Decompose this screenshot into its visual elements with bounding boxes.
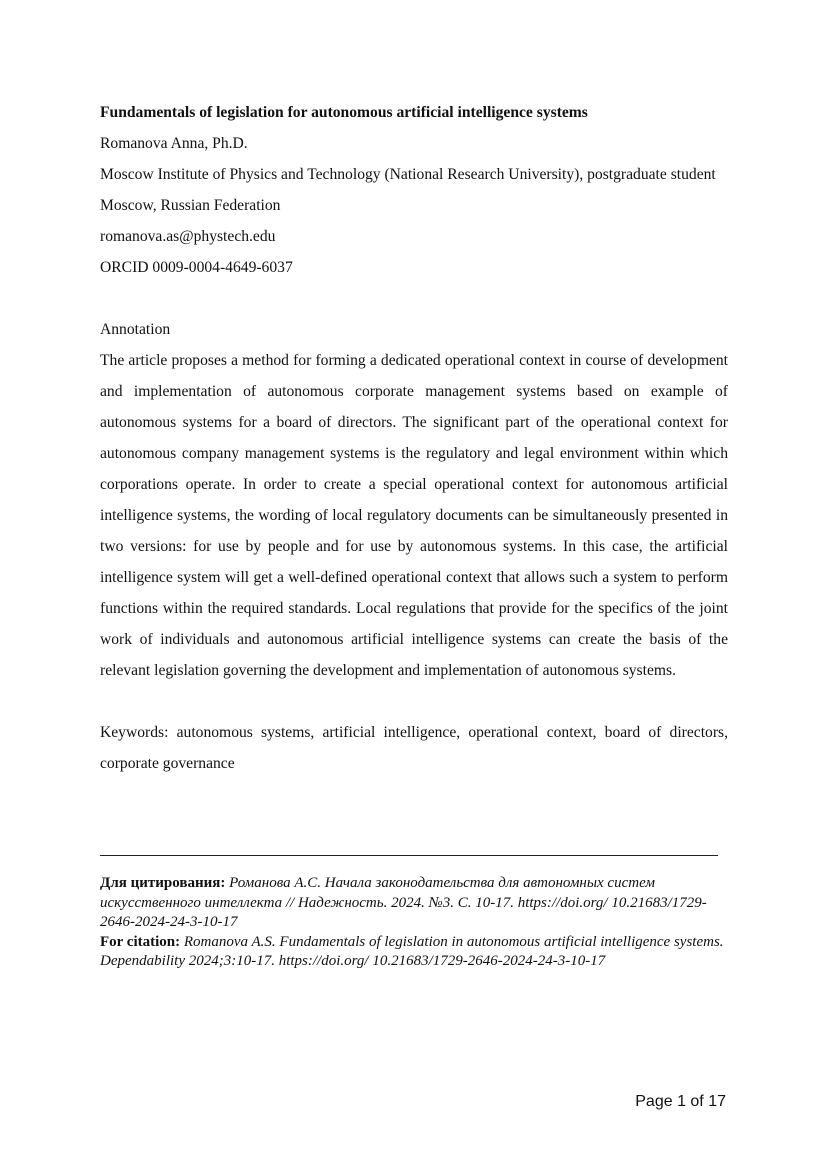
spacer [100, 686, 728, 717]
article-title: Fundamentals of legislation for autonomous artificial intelligence systems [100, 104, 588, 121]
citation-ru [100, 874, 730, 933]
citation-ru-text: Романова А.С. Начала законодательства для автономных систем искусственного интеллекта // Надежность. 2024. №3. С. 10-17. https://doi.org/ 10.21683/1729- 2646-2024-24-3-10-17 [100, 875, 707, 931]
page-number: Page 1 of 17 [635, 1093, 726, 1110]
author-location: Moscow, Russian Federation [100, 197, 281, 214]
citation-en [100, 933, 730, 972]
annotation-heading: Annotation [100, 321, 171, 338]
citation-en-text: Romanova A.S. Fundamentals of legislation in autonomous artificial intelligence systems. Dependability 2024;3:10-17. https://doi.org/ 10.21683/1729-2646-2024-24-3-10-17 [100, 933, 724, 970]
citation-ru-label: Для цитирования: [100, 875, 226, 891]
author-orcid: ORCID 0009-0004-4649-6037 [100, 259, 293, 276]
keywords: Keywords: autonomous systems, artificial intelligence, operational context, board of directors, corporate governance [100, 724, 728, 772]
author-name: Romanova Anna, Ph.D. [100, 135, 248, 152]
citation-en-label: For citation: [100, 933, 181, 950]
author-affiliation: Moscow Institute of Physics and Technology (National Research University), postgraduate student [100, 166, 716, 183]
annotation-text: The article proposes a method for forming a dedicated operational context in course of development and implementation of autonomous corporate management systems based on example of autonomous systems for a board of directors. The significant part of the operational context for autonomous company management systems is the regulatory and legal environment within which corporations operate. In order to create a special operational context for autonomous artificial intelligence systems, the wording of local regulatory documents can be simultaneously presented in two versions: for use by people and for use by autonomous systems. In this case, the artificial intelligence system will get a well-defined operational context that allows such a system to perform functions within the required standards. Local regulations that provide for the specifics of the joint work of individuals and autonomous artificial intelligence systems can create the basis of the relevant legislation governing the development and implementation of autonomous systems. [100, 352, 728, 679]
spacer [100, 283, 728, 314]
author-email: romanova.as@phystech.edu [100, 228, 276, 245]
footnote-divider [100, 855, 718, 856]
article-front-matter [100, 97, 728, 779]
citation-block [100, 874, 730, 972]
